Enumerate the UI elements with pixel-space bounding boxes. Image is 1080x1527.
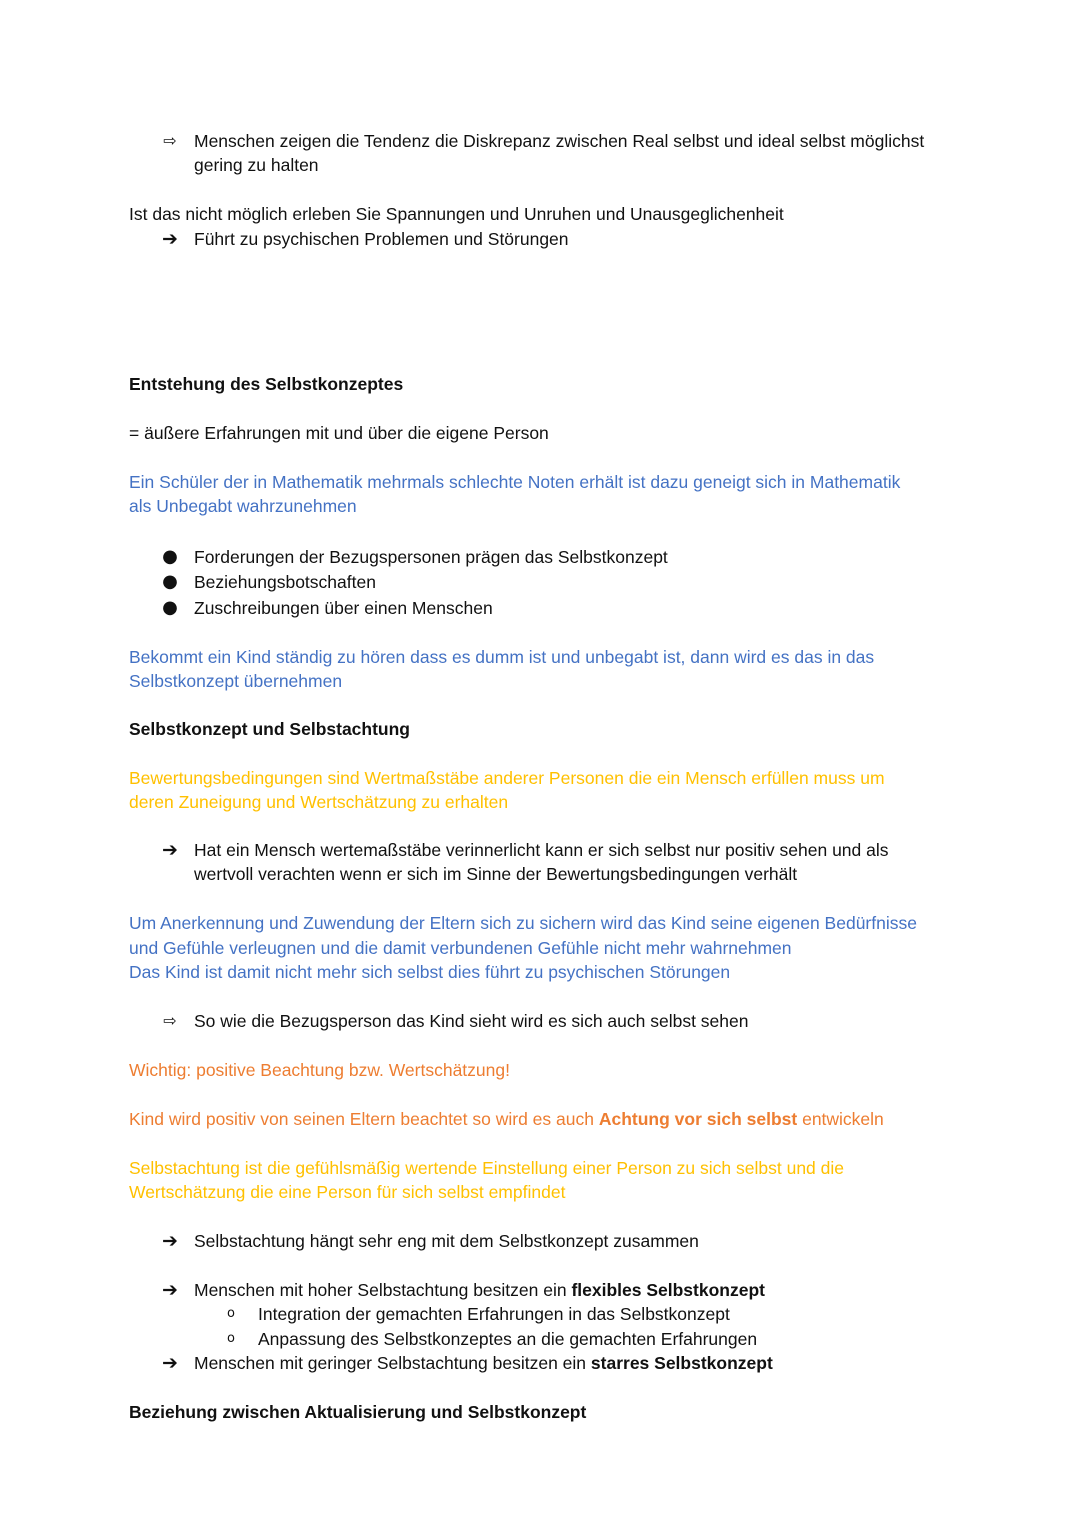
arrow-text: Menschen mit hoher Selbstachtung besitzen ein bbox=[194, 1280, 572, 1300]
bullet-icon: ● bbox=[162, 597, 178, 618]
circle-bullet-icon: o bbox=[227, 1331, 235, 1346]
example-line: Selbstkonzept übernehmen bbox=[129, 671, 343, 691]
definition-line: Bewertungsbedingungen sind Wertmaßstäbe anderer Personen die ein Mensch erfüllen muss um bbox=[129, 768, 885, 788]
arrow-text-line: wertvoll verachten wenn er sich im Sinne der Bewertungsbedingungen verhält bbox=[194, 864, 798, 884]
important-note: Wichtig: positive Beachtung bzw. Wertschätzung! bbox=[129, 1060, 510, 1080]
circle-bullet-icon: o bbox=[227, 1306, 235, 1321]
kind-text: Kind wird positiv von seinen Eltern beachtet so wird es auch bbox=[129, 1109, 599, 1129]
definition-line: Selbstachtung ist die gefühlsmäßig wertende Einstellung einer Person zu sich selbst und die bbox=[129, 1158, 844, 1178]
list-item: Beziehungsbotschaften bbox=[194, 572, 376, 592]
arrow-text-line: So wie die Bezugsperson das Kind sieht wird es sich auch selbst sehen bbox=[194, 1011, 749, 1031]
arrow-text-line: Hat ein Mensch wertemaßstäbe verinnerlicht kann er sich selbst nur positiv sehen und als bbox=[194, 840, 889, 860]
arrow-emphasis: flexibles Selbstkonzept bbox=[571, 1280, 765, 1300]
sub-list-item: Anpassung des Selbstkonzeptes an die gemachten Erfahrungen bbox=[258, 1329, 758, 1349]
example-line: und Gefühle verleugnen und die damit verbundenen Gefühle nicht mehr wahrnehmen bbox=[129, 938, 792, 958]
definition-line: Wertschätzung die eine Person für sich selbst empfindet bbox=[129, 1182, 566, 1202]
hollow-arrow-icon: ⇨ bbox=[163, 131, 177, 150]
arrow-text-line bbox=[194, 1351, 773, 1375]
list-item: Zuschreibungen über einen Menschen bbox=[194, 598, 493, 618]
arrow-text: Menschen mit geringer Selbstachtung besitzen ein bbox=[194, 1353, 591, 1373]
solid-arrow-icon: ➔ bbox=[162, 1230, 178, 1252]
example-line: Ein Schüler der in Mathematik mehrmals schlechte Noten erhält ist dazu geneigt sich in Mathematik bbox=[129, 472, 901, 492]
solid-arrow-icon: ➔ bbox=[162, 1352, 178, 1374]
arrow-text-line: Menschen zeigen die Tendenz die Diskrepanz zwischen Real selbst und ideal selbst möglichst bbox=[194, 131, 925, 151]
example-line: Das Kind ist damit nicht mehr sich selbst dies führt zu psychischen Störungen bbox=[129, 962, 731, 982]
arrow-text-line bbox=[194, 1278, 765, 1302]
section-heading: Beziehung zwischen Aktualisierung und Selbstkonzept bbox=[129, 1402, 587, 1422]
section-heading: Selbstkonzept und Selbstachtung bbox=[129, 719, 410, 739]
example-line: Um Anerkennung und Zuwendung der Eltern sich zu sichern wird das Kind seine eigenen Bedürfnisse bbox=[129, 913, 917, 933]
sub-list-item: Integration der gemachten Erfahrungen in das Selbstkonzept bbox=[258, 1304, 730, 1324]
kind-text: entwickeln bbox=[797, 1109, 884, 1129]
hollow-arrow-icon: ⇨ bbox=[163, 1011, 177, 1030]
definition: = äußere Erfahrungen mit und über die eigene Person bbox=[129, 423, 549, 443]
arrow-emphasis: starres Selbstkonzept bbox=[590, 1353, 773, 1373]
bullet-icon: ● bbox=[162, 546, 178, 567]
solid-arrow-icon: ➔ bbox=[162, 839, 178, 861]
kind-paragraph bbox=[129, 1107, 884, 1131]
solid-arrow-icon: ➔ bbox=[162, 1279, 178, 1301]
solid-arrow-icon: ➔ bbox=[162, 228, 178, 250]
section-heading: Entstehung des Selbstkonzeptes bbox=[129, 374, 404, 394]
example-line: als Unbegabt wahrzunehmen bbox=[129, 496, 357, 516]
definition-line: deren Zuneigung und Wertschätzung zu erhalten bbox=[129, 792, 509, 812]
arrow-text-line: Führt zu psychischen Problemen und Störungen bbox=[194, 229, 569, 249]
bullet-icon: ● bbox=[162, 571, 178, 592]
arrow-text-line: gering zu halten bbox=[194, 155, 319, 175]
example-line: Bekommt ein Kind ständig zu hören dass es dumm ist und unbegabt ist, dann wird es das in das bbox=[129, 647, 875, 667]
paragraph: Ist das nicht möglich erleben Sie Spannungen und Unruhen und Unausgeglichenheit bbox=[129, 204, 784, 224]
kind-emphasis: Achtung vor sich selbst bbox=[598, 1109, 798, 1129]
list-item: Forderungen der Bezugspersonen prägen das Selbstkonzept bbox=[194, 547, 668, 567]
arrow-text-line: Selbstachtung hängt sehr eng mit dem Selbstkonzept zusammen bbox=[194, 1231, 699, 1251]
